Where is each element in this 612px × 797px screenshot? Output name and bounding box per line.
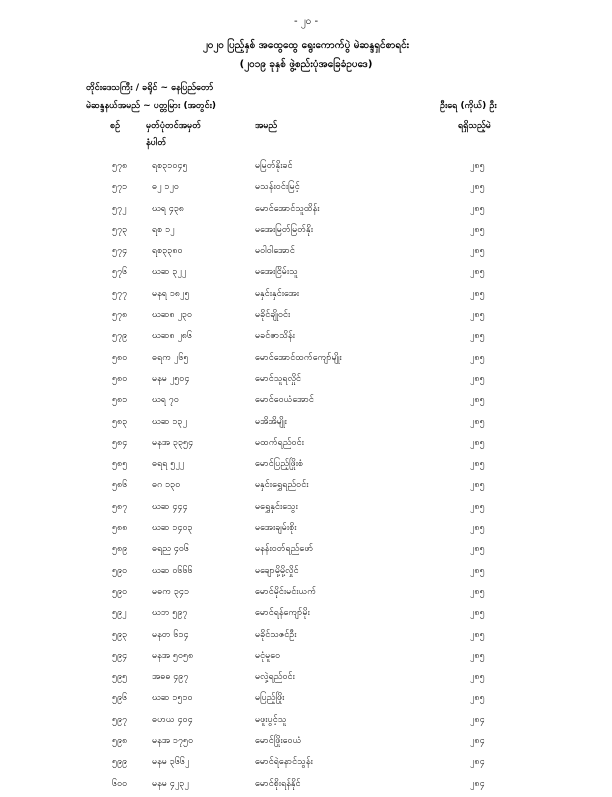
row-votes: ၂၈၅ [470,693,485,704]
row-votes: ၂၈၅ [470,224,485,235]
row-name: မအေးငြိမ်းသူ [255,267,298,278]
row-id: ဃရ ၄၃၈ [152,203,185,214]
row-votes: ၂၈၄ [470,736,485,747]
row-votes: ၂၈၅ [470,459,485,470]
table-row [0,286,612,307]
row-number: ၅၈၆ [112,480,128,491]
row-number: ၅၉၃ [112,629,128,640]
row-number: ၅၇၇ [112,288,128,299]
row-name: မငုံမူဝေ [255,650,281,661]
row-votes: ၂၈၅ [470,352,485,363]
row-name: မလှဲ့ရည်ဝင်း [255,672,295,683]
row-name: မနှင်းနှင်းအေး [255,288,300,299]
row-id: ရစ၃၁၀၄၅ [152,161,188,171]
row-name: မောင်သူရလှိုင် [255,373,302,384]
page-number: - ၂၀ - [293,16,319,27]
row-name: မောင်ရန်ကျော်မိုး [255,608,310,619]
table-row [0,350,612,371]
row-name: မအေးမြတ်မြတ်နိုး [255,224,313,235]
row-votes: ၂၈၄ [470,778,485,789]
row-votes: ၂၈၅ [470,565,485,576]
row-number: ၅၈၁ [112,395,128,406]
column-header-id: မှတ်ပုံတင်အမှတ် [146,121,201,131]
row-votes: ၂၈၅ [470,267,485,278]
row-votes: ၂၈၄ [470,757,485,768]
row-number: ၅၈၇ [112,501,128,512]
row-votes: ၂၈၅ [470,161,485,171]
row-id: ဃဆ၈ ၂၈၆ [152,331,193,342]
row-name: မဝါဝါအောင် [255,246,295,257]
row-number: ၅၇၈ [112,310,128,321]
row-votes: ၂၈၅ [470,246,485,257]
row-votes: ၂၈၅ [470,523,485,534]
table-row [0,541,612,562]
row-votes: ၂၈၅ [470,501,485,512]
row-name: မအေးချမ်းစိုး [255,523,297,534]
row-id: မနမ ၃၆၆၂ [152,757,190,768]
row-number: ၅၈၃ [112,416,128,427]
row-name: မသန်းဝင်းမြင့် [255,182,300,193]
row-votes: ၂၈၅ [470,629,485,640]
table-row [0,264,612,285]
row-id: ရစ ၁၂ [152,224,175,235]
row-id: မနအ ၅၀၅၈ [152,650,194,661]
row-name: မချောမို့မို့လှိုင် [255,565,299,576]
row-number: ၅၉၇ [112,714,128,725]
row-id: ဃဘ ၅၉၇ [152,608,188,619]
region-line: တိုင်းဒေသကြီး / ခရိုင် ~ နေပြည်တော် [86,83,214,93]
row-number: ၅၉၂ [112,608,127,619]
row-votes: ၂၈၅ [470,672,485,683]
row-number: ၅၈၀ [112,373,128,384]
row-id: မဓက ၃၄၁ [152,586,190,597]
row-name: မောင်မိုင်းမင်းယက် [255,586,317,597]
row-number: ၅၉၉ [112,757,128,768]
table-row [0,499,612,520]
row-id: ဃဆ ၃၂၂ [152,267,187,278]
row-name: မောင်အောင်သူထိန်း [255,203,320,214]
row-id: ဃဆ ၄၄၄ [152,501,188,512]
table-row [0,733,612,754]
table-row [0,605,612,626]
row-id: မနတ ၆၁၄ [152,629,189,640]
row-number: ၅၈၅ [112,459,128,470]
table-row [0,754,612,775]
row-votes: ၂၈၅ [470,203,485,214]
table-row [0,776,612,797]
constituency-line: မဲဆန္ဒနယ်အမည် ~ ပတ္တမြား (အတွင်း) [86,101,216,111]
row-name: မခိုင်သဇင်ဦး [255,629,297,640]
row-name: မဖူးပွင့်သူ [255,714,287,725]
row-number: ၅၉၀ [112,586,128,597]
row-number: ၅၇၁ [112,182,128,193]
table-row [0,307,612,328]
row-number: ၅၇၆ [112,267,128,278]
row-id: ဓဂ ၁၃၀ [152,480,181,491]
table-row [0,627,612,648]
row-id: မနမ ၂၅၀၄ [152,373,190,384]
row-number: ၆၀၀ [112,778,128,789]
row-name: မနန်းဝတ်ရည်ဖော် [255,544,314,555]
row-id: မနအ ၃၃၅၄ [152,437,194,448]
row-votes: ၂၈၅ [470,288,485,299]
row-votes: ၂၈၄ [470,714,485,725]
document-subtitle: (၂၀၁၉ ခုနှစ် ဖွဲ့စည်းပုံအခြေခံဥပဒေ) [239,59,373,70]
row-number: ၅၉၆ [112,693,128,704]
table-row [0,158,612,179]
row-number: ၅၉၅ [112,672,128,683]
row-votes: ၂၈၅ [470,395,485,406]
table-row [0,690,612,711]
row-number: ၅၉၀ [112,565,128,576]
row-id: ဓရည ၄၀၆ [152,544,189,555]
row-votes: ၂၈၅ [470,416,485,427]
table-row [0,477,612,498]
table-row [0,435,612,456]
row-number: ၅၈၀ [112,352,128,363]
table-row [0,201,612,222]
row-votes: ၂၈၅ [470,437,485,448]
column-header-no: စဉ် [110,121,121,131]
row-votes: ၂၈၅ [470,608,485,619]
row-name: မနှင်းရွှေရည်ဝင်း [255,480,309,491]
document-title: ၂၀၂၀ ပြည့်နှစ် အထွေထွေ ရွေးကောက်ပွဲ မဲဆန္ဒရှင်စာရင်း [202,40,410,51]
table-body [0,158,612,797]
row-name: မောင်ဝေယံအောင် [255,395,314,406]
row-id: ဓရရ ၅၂၂ [152,459,185,470]
table-row [0,392,612,413]
row-name: မောင်စိုးရန်နိုင် [255,778,301,789]
column-header-votes: ရရှိသည့်မဲ [458,121,491,131]
row-votes: ၂၈၅ [470,586,485,597]
row-id: ဓဟယ ၄၀၄ [152,714,193,725]
row-id: မနအ ၁၇၅၀ [152,736,194,747]
row-number: ၅၇၉ [112,331,128,342]
table-row [0,414,612,435]
row-name: မခင်ဇာသိန်း [255,331,295,342]
row-id: ဃဆ ၁၅၁၀ [152,693,193,704]
row-name: မထက်ရည်ဝင်း [255,437,304,448]
table-row [0,669,612,690]
row-number: ၅၇၄ [112,246,128,257]
row-name: မအိအိမျိုး [255,416,287,427]
row-id: ဃဆ ၁၃၂ [152,416,187,427]
row-number: ၅၈၄ [112,437,128,448]
row-name: မောင်ရဲနောင်သွန်း [255,757,313,768]
row-number: ၅၇၃ [112,224,128,235]
row-id: မနရ ၁၈၂၅ [152,288,190,299]
table-row [0,584,612,605]
row-votes: ၂၈၅ [470,310,485,321]
row-name: မောင်ဖြိုးဝေယံ [255,736,302,747]
row-number: ၅၉၈ [112,736,128,747]
table-row [0,712,612,733]
row-name: မောင်ပြည့်ဖြိုးစံ [255,459,304,470]
row-id: ဃဆ ၁၄၀၃ [152,523,193,534]
table-row [0,648,612,669]
table-row [0,520,612,541]
row-name: မခိုင်ချိုဝင်း [255,310,291,321]
column-header-name: အမည် [255,121,278,131]
table-row [0,563,612,584]
row-id: အဓဓ ၄၉၇ [152,672,189,683]
row-id: မနမ ၄၂၃၂ [152,778,189,789]
row-number: ၅၈၉ [112,544,128,555]
row-votes: ၂၈၅ [470,331,485,342]
row-name: မပြည့်ဖြိုး [255,693,285,704]
row-number: ၅၉၄ [112,650,128,661]
table-row [0,371,612,392]
row-id: ဃဆ၈ ၂၃၀ [152,310,193,321]
table-row [0,222,612,243]
table-row [0,328,612,349]
column-header-id-sub: နံပါတ် [146,138,167,148]
row-number: ၅၇၈ [112,161,128,171]
population-line: ဦးရေ (ကိုယ်) ဦး [440,101,497,111]
row-votes: ၂၈၅ [470,544,485,555]
row-votes: ၂၈၅ [470,373,485,384]
row-number: ၅၈၈ [112,523,128,534]
row-id: ဃဆ ၀၆၆၆ [152,565,193,576]
table-row [0,456,612,477]
row-votes: ၂၈၅ [470,182,485,193]
table-row [0,243,612,264]
row-number: ၅၇၂ [112,203,127,214]
row-votes: ၂၈၅ [470,480,485,491]
row-id: ဓ၂ ၁၂၀ [152,182,179,193]
row-id: ရစ၃၃၈၀ [152,246,183,257]
row-name: မရွှေနှင်းသွေး [255,501,298,512]
row-id: ဃရ ၇၀ [152,395,179,406]
row-name: မမြတ်နိုးခင် [255,161,293,171]
table-row [0,179,612,200]
row-id: ဓရက ၂၆၅ [152,352,189,363]
row-votes: ၂၈၅ [470,650,485,661]
row-name: မောင်အောင်ထက်ကျော်မျိုး [255,352,342,363]
